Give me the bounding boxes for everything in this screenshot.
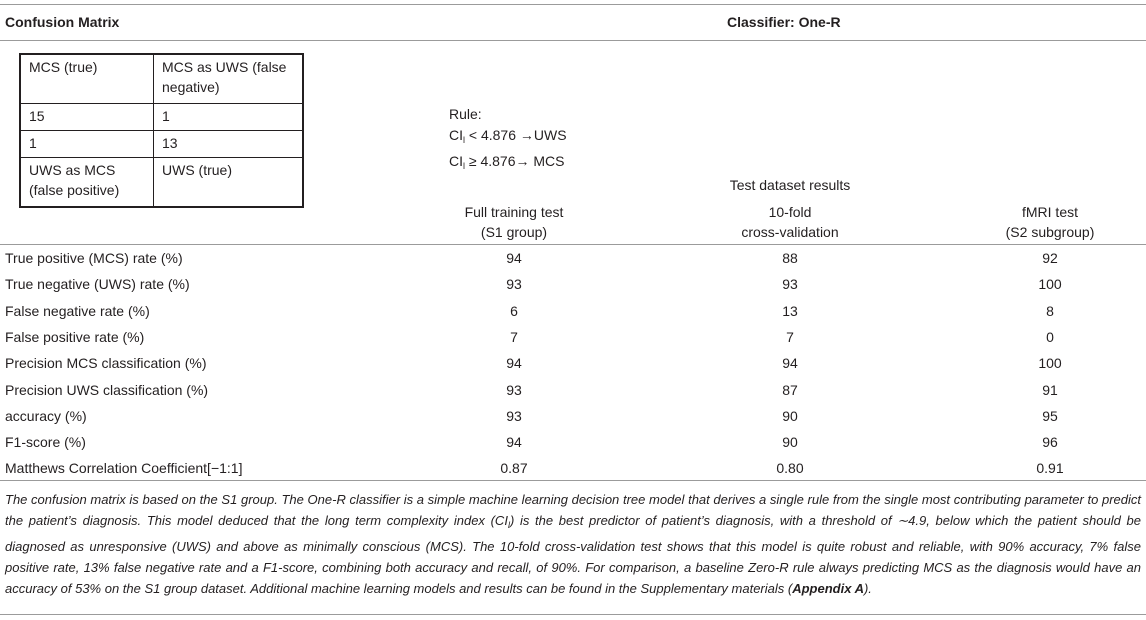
row-label: Matthews Correlation Coefficient[−1:1] <box>5 460 243 477</box>
footnote-text: ). <box>863 581 872 596</box>
row-label: Precision UWS classification (%) <box>5 381 209 398</box>
row-value: 8 <box>1046 302 1054 319</box>
classifier-rule <box>449 104 567 177</box>
row-value: 94 <box>506 250 522 266</box>
row-value: 7 <box>786 328 794 345</box>
top-rule <box>0 4 1146 5</box>
table-row <box>20 54 303 104</box>
row-value: 94 <box>506 355 522 372</box>
rule-title: Rule: <box>449 106 482 122</box>
table-footnote <box>5 489 1141 599</box>
rule-ci-subscript: l <box>463 161 465 171</box>
row-label: True negative (UWS) rate (%) <box>5 276 190 293</box>
row-value: 0.91 <box>1036 460 1064 477</box>
column-header-line: (S1 group) <box>480 224 548 240</box>
row-label: Precision MCS classification (%) <box>5 355 207 372</box>
cm-cell: UWS as MCS (false positive) <box>20 158 154 208</box>
row-value: 91 <box>1042 381 1058 398</box>
results-title: Test dataset results <box>729 177 851 193</box>
row-value: 93 <box>506 407 522 424</box>
cm-cell: 1 <box>20 131 154 158</box>
row-value: 87 <box>782 381 798 398</box>
row-value: 88 <box>782 250 798 266</box>
row-value: 92 <box>1042 250 1058 266</box>
column-header-line: cross-validation <box>741 224 839 240</box>
footnote-subscript: l <box>507 520 510 530</box>
column-header-line: Full training test <box>464 204 564 220</box>
row-value: 95 <box>1042 407 1058 424</box>
confusion-matrix-table <box>19 53 304 208</box>
rule-mcs-threshold: ≥ 4.876→ MCS <box>465 153 565 169</box>
row-value: 0 <box>1046 328 1054 345</box>
row-value: 0.80 <box>776 460 804 477</box>
row-value: 96 <box>1042 434 1058 451</box>
column-header-fmri <box>960 202 1140 242</box>
row-value: 100 <box>1038 276 1062 293</box>
confusion-matrix-heading: Confusion Matrix <box>5 14 120 30</box>
row-value: 93 <box>506 381 522 398</box>
bottom-rule <box>0 614 1146 615</box>
cm-cell: 15 <box>20 104 154 131</box>
row-value: 0.87 <box>500 460 528 477</box>
footnote-text: The confusion matrix is based on the S1 group. The One-R classifier is a simple machine learning decision tree model that derives a single rule from the single most contributing parameter to predict the patient’s diagnosis. This model deduced that the long term complexity index (CI <box>5 492 1141 528</box>
cm-cell: MCS (true) <box>20 54 154 104</box>
row-label: False negative rate (%) <box>5 302 150 319</box>
row-value: 100 <box>1038 355 1062 372</box>
cm-cell: 1 <box>154 104 304 131</box>
table-row <box>20 131 303 158</box>
cm-cell: 13 <box>154 131 304 158</box>
column-header-line: fMRI test <box>1021 204 1078 220</box>
rule-line-mcs <box>449 151 567 177</box>
row-value: 93 <box>506 276 522 293</box>
rule-ci-subscript: l <box>463 135 465 145</box>
column-header-cross-validation <box>680 202 900 242</box>
row-label: True positive (MCS) rate (%) <box>5 250 183 266</box>
cm-cell: UWS (true) <box>154 158 304 208</box>
row-value: 93 <box>782 276 798 293</box>
column-header-line: 10-fold <box>768 204 812 220</box>
row-label: accuracy (%) <box>5 407 87 424</box>
row-label: False positive rate (%) <box>5 328 145 345</box>
row-value: 90 <box>782 407 798 424</box>
table-row <box>20 158 303 208</box>
table-row <box>20 104 303 131</box>
rule-ci-symbol: CI <box>449 127 463 143</box>
column-header-line: (S2 subgroup) <box>1005 224 1095 240</box>
rule-uws-threshold: < 4.876 →UWS <box>465 127 567 143</box>
footnote-text: ) is the best predictor of patient’s diagnosis, with a threshold of ∼4.9, below which the patient should be diagnosed as unresponsive (UWS) and above as minimally conscious (MCS). The 10-fold cross-validation test shows that this model is quite robust and reliable, with 90% accuracy, 7% false positive rate, 13% false negative rate and a F1-score, combining both accuracy and recall, of 90%. For comparison, a baseline Zero-R rule always predicting MCS as the diagnosis would have an accuracy of 53% on the S1 group dataset. Additional machine learning models and results can be found in the Supplementary materials ( <box>5 513 1141 596</box>
header-rule <box>0 40 1146 41</box>
cm-cell: MCS as UWS (false negative) <box>154 54 304 104</box>
row-value: 90 <box>782 434 798 451</box>
row-value: 7 <box>510 328 518 345</box>
table-bottom-rule <box>0 480 1146 481</box>
classifier-heading: Classifier: One-R <box>727 14 841 30</box>
appendix-reference: Appendix A <box>792 581 864 596</box>
row-value: 6 <box>510 302 518 319</box>
column-header-full-training <box>404 202 624 242</box>
column-header-rule <box>0 244 1146 245</box>
rule-line-uws <box>449 125 567 151</box>
row-value: 94 <box>506 434 522 451</box>
row-value: 13 <box>782 302 798 319</box>
rule-ci-symbol: CI <box>449 153 463 169</box>
row-label: F1-score (%) <box>5 434 86 451</box>
row-value: 94 <box>782 355 798 372</box>
